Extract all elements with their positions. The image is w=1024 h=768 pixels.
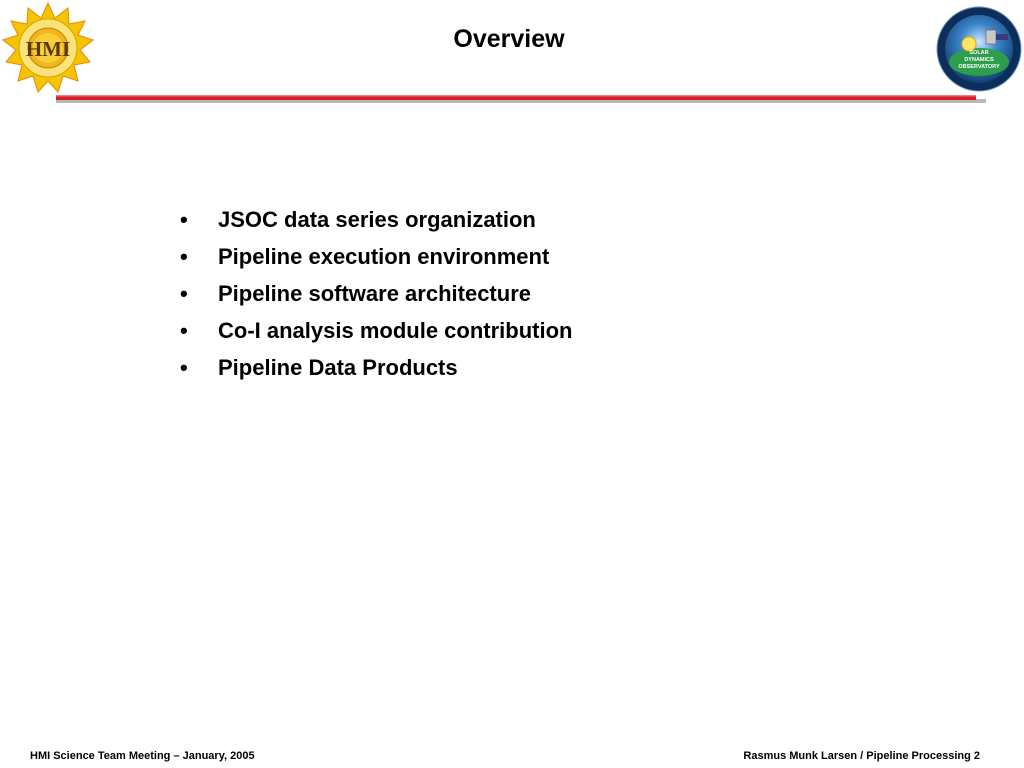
- bullet-text: Pipeline software architecture: [218, 281, 531, 306]
- list-item: [176, 349, 572, 386]
- bullet-icon: •: [180, 207, 188, 232]
- footer-author-page: Rasmus Munk Larsen / Pipeline Processing 2: [743, 750, 980, 762]
- list-item: [176, 238, 572, 275]
- sdo-logo-line-3: OBSERVATORY: [958, 64, 1000, 70]
- page-title: Overview: [453, 25, 565, 53]
- footer-meeting-info: HMI Science Team Meeting – January, 2005: [30, 750, 255, 762]
- bullet-icon: •: [180, 318, 188, 343]
- sdo-logo-line-2: DYNAMICS: [964, 57, 994, 63]
- bullet-text: Co-I analysis module contribution: [218, 318, 573, 343]
- bullet-text: Pipeline Data Products: [218, 355, 458, 380]
- list-item: [176, 312, 572, 349]
- bullet-list: [176, 201, 572, 386]
- bullet-text: Pipeline execution environment: [218, 244, 550, 269]
- title-divider-rule: [56, 94, 986, 104]
- list-item: [176, 201, 572, 238]
- bullet-icon: •: [180, 281, 188, 306]
- sdo-mission-logo-icon: [936, 6, 1022, 92]
- sdo-logo-line-1: SOLAR: [969, 50, 989, 56]
- list-item: [176, 275, 572, 312]
- bullet-icon: •: [180, 244, 188, 269]
- bullet-icon: •: [180, 355, 188, 380]
- bullet-text: JSOC data series organization: [218, 207, 536, 232]
- hmi-logo-text: HMI: [25, 37, 71, 61]
